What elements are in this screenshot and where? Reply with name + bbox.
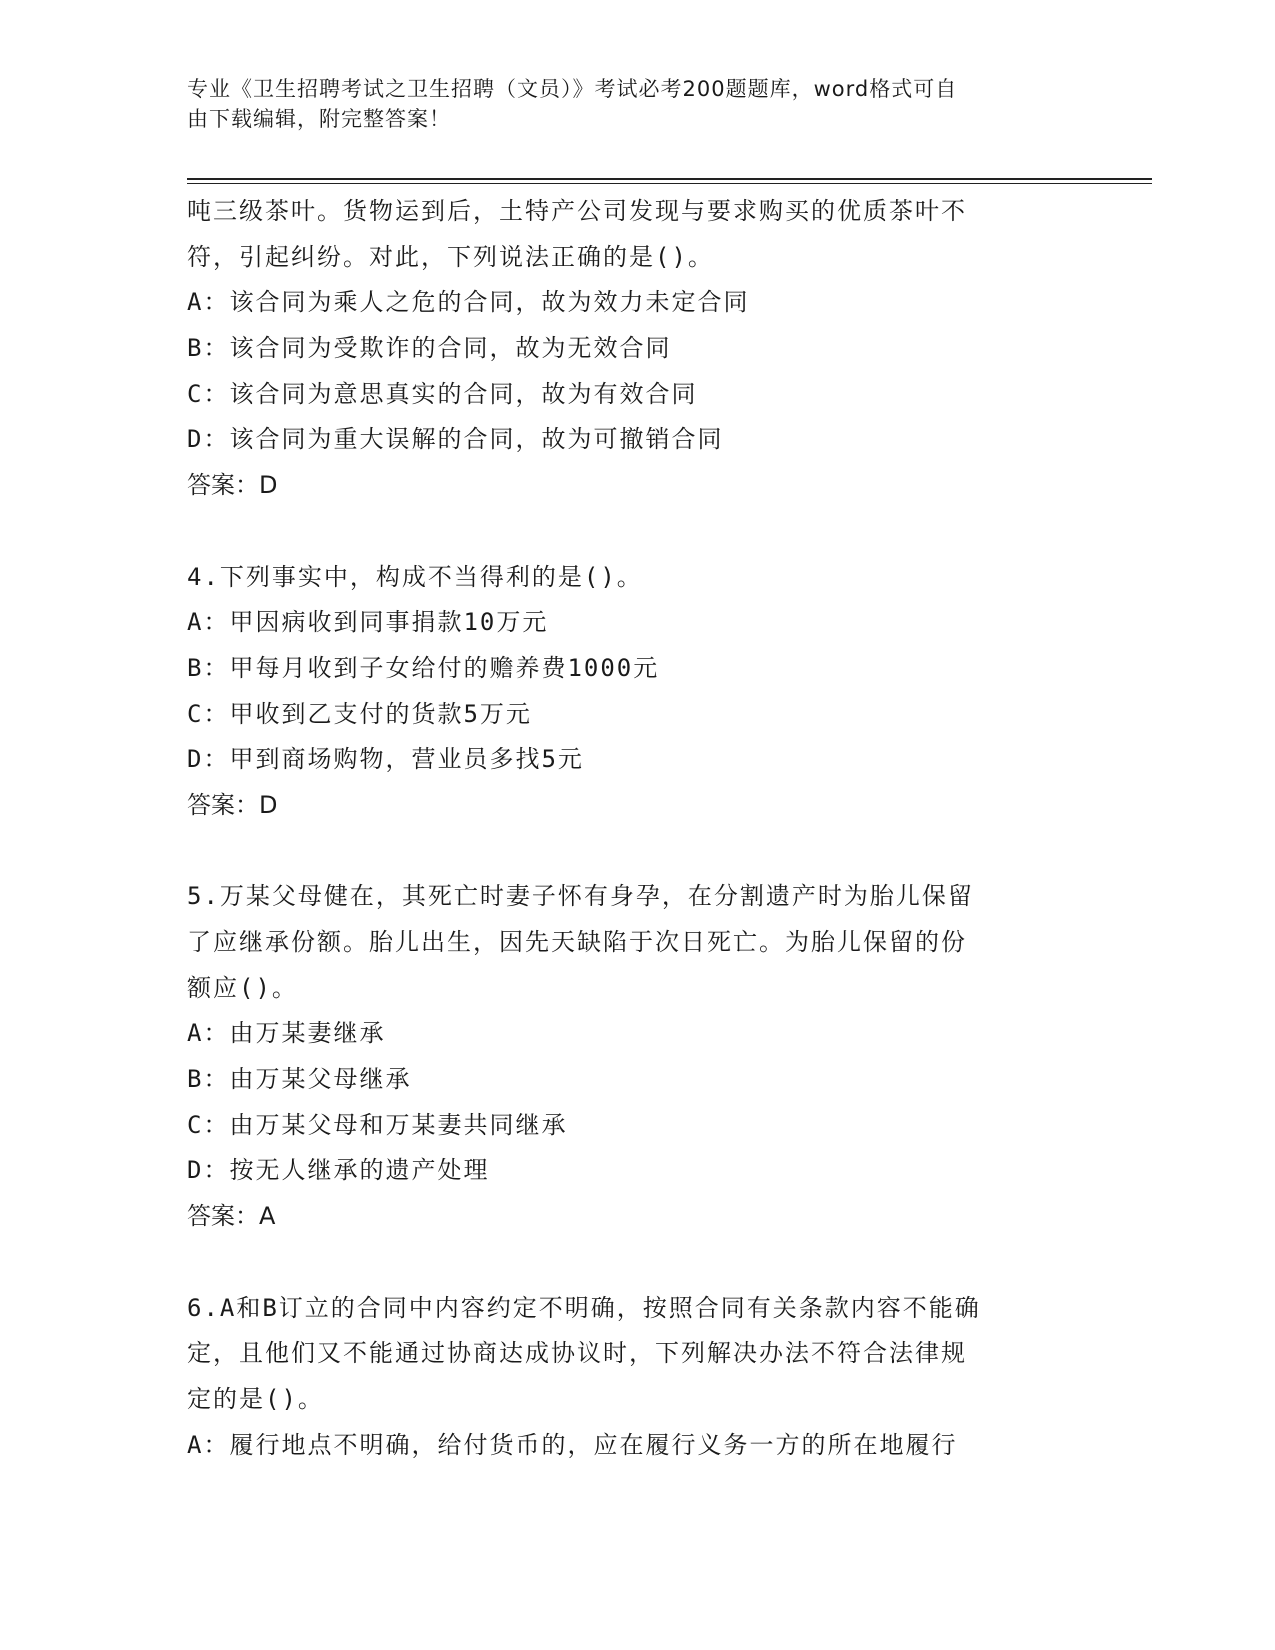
option-b: B：由万某父母继承 [187, 1065, 412, 1094]
header-line-2: 由下载编辑，附完整答案！ [187, 107, 451, 131]
question-text: 了应继承份额。胎儿出生，因先天缺陷于次日死亡。为胎儿保留的份 [187, 928, 967, 956]
question-6 [187, 1286, 1087, 1469]
question-text: 定的是()。 [187, 1384, 324, 1413]
option-a: A：该合同为乘人之危的合同，故为效力未定合同 [187, 288, 750, 317]
question-text: 5.万某父母健在，其死亡时妻子怀有身孕，在分割遗产时为胎儿保留 [187, 882, 974, 911]
option-d: D：甲到商场购物，营业员多找5元 [187, 745, 584, 774]
option-b: B：甲每月收到子女给付的赡养费1000元 [187, 653, 660, 682]
question-5 [187, 874, 1087, 1240]
option-a: A：履行地点不明确，给付货币的，应在履行义务一方的所在地履行 [187, 1430, 958, 1459]
question-text: 6.A和B订立的合同中内容约定不明确，按照合同有关条款内容不能确 [187, 1293, 981, 1322]
option-c: C：由万某父母和万某妻共同继承 [187, 1110, 568, 1139]
header-line-1: 专业《卫生招聘考试之卫生招聘（文员）》考试必考200题题库，word格式可自 [187, 77, 958, 101]
option-d: D：该合同为重大误解的合同，故为可撤销合同 [187, 425, 724, 454]
question-text: 额应()。 [187, 973, 298, 1002]
spacer [187, 829, 1087, 875]
answer-label: 答案：A [187, 1202, 276, 1231]
question-3 [187, 189, 1087, 509]
option-b: B：该合同为受欺诈的合同，故为无效合同 [187, 334, 672, 363]
answer-label: 答案：D [187, 471, 278, 500]
answer-label: 答案：D [187, 790, 278, 819]
document-header [187, 74, 1067, 134]
question-text: 符，引起纠纷。对此，下列说法正确的是()。 [187, 242, 714, 271]
question-4 [187, 555, 1087, 829]
question-text: 吨三级茶叶。货物运到后，土特产公司发现与要求购买的优质茶叶不 [187, 197, 967, 225]
option-c: C：甲收到乙支付的货款5万元 [187, 699, 532, 728]
header-divider-thick [187, 178, 1152, 180]
header-divider-thin [187, 183, 1152, 184]
question-content [187, 189, 1087, 1468]
option-c: C：该合同为意思真实的合同，故为有效合同 [187, 379, 698, 408]
spacer [187, 509, 1087, 555]
question-text: 4.下列事实中，构成不当得利的是()。 [187, 562, 643, 591]
option-a: A：由万某妻继承 [187, 1019, 386, 1048]
option-a: A：甲因病收到同事捐款10万元 [187, 608, 549, 637]
option-d: D：按无人继承的遗产处理 [187, 1156, 490, 1185]
spacer [187, 1240, 1087, 1286]
question-text: 定，且他们又不能通过协商达成协议时，下列解决办法不符合法律规 [187, 1339, 967, 1368]
